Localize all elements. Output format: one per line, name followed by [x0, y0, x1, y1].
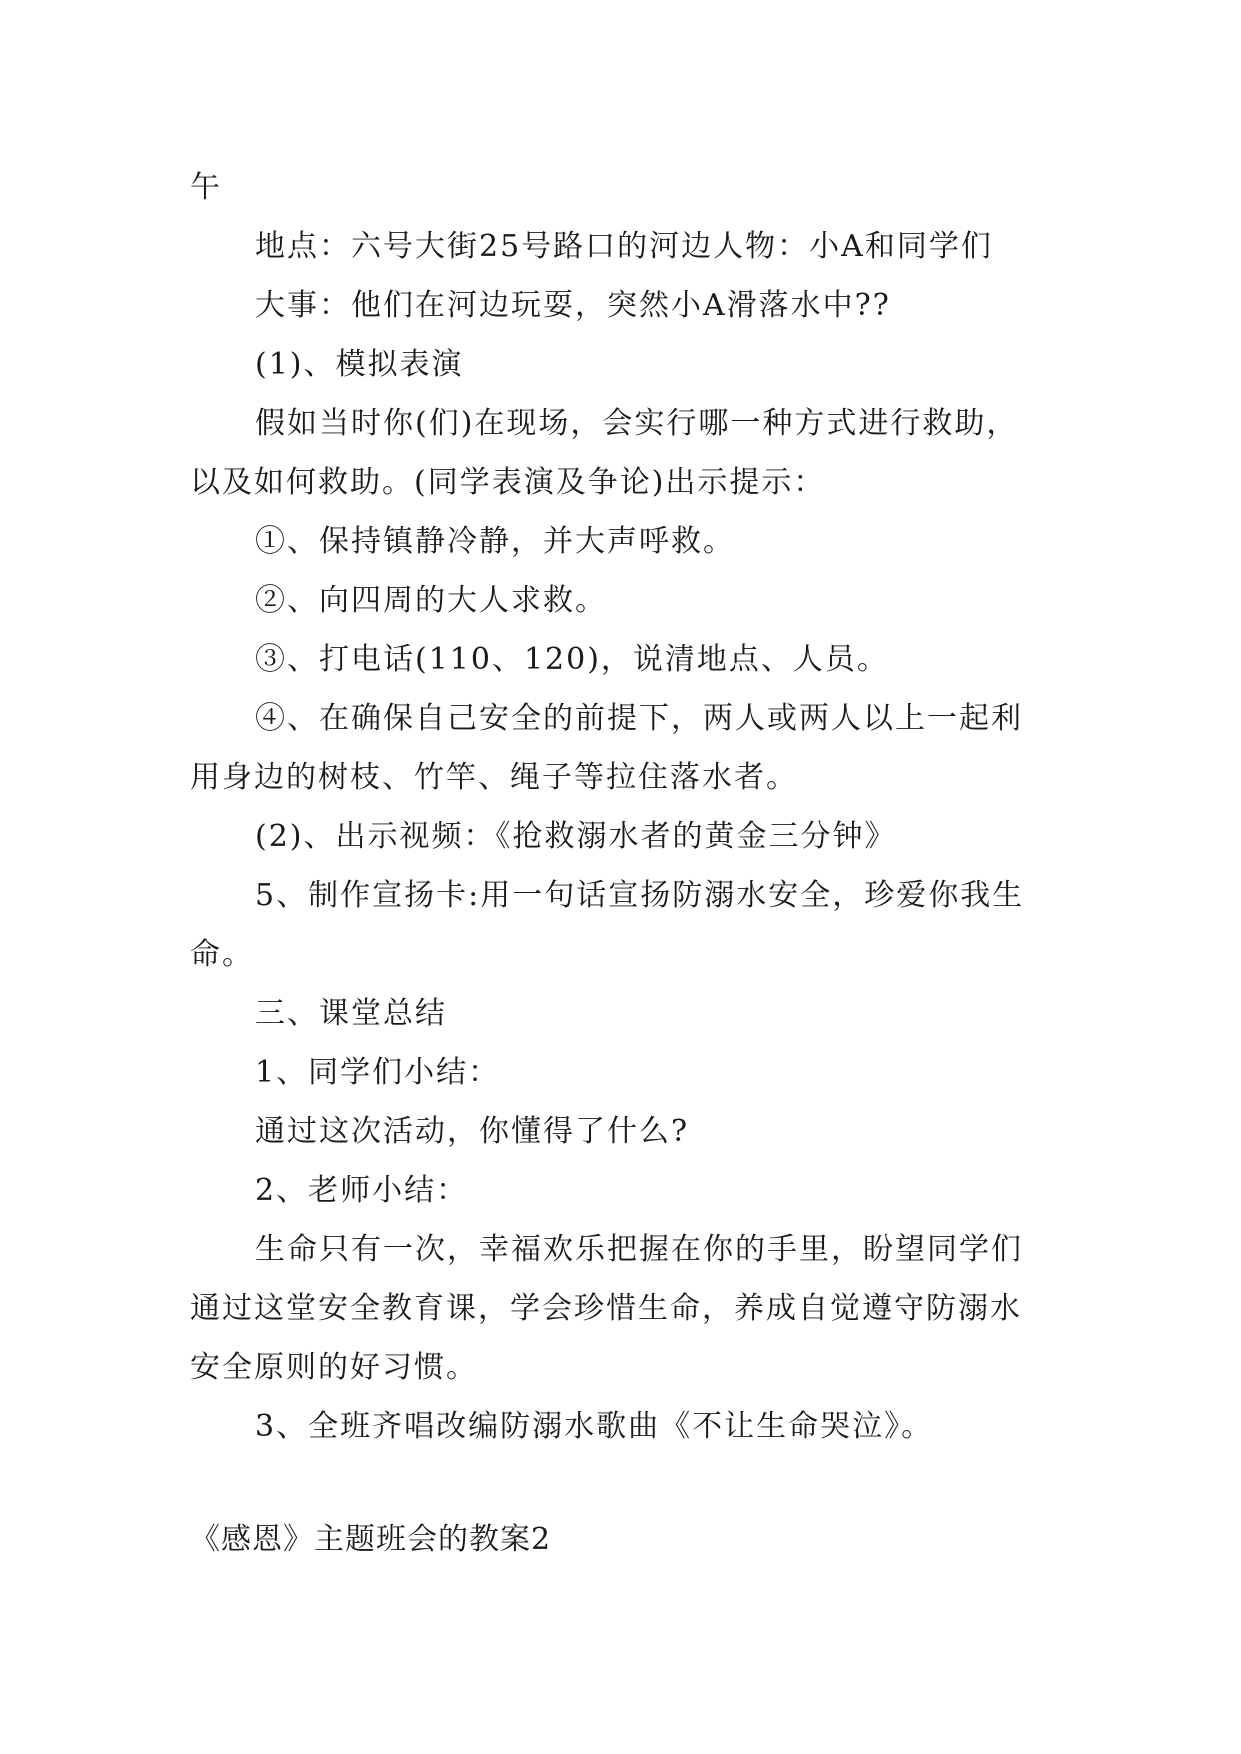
text-line: 假如当时你(们)在现场，会实行哪一种方式进行救助，	[255, 406, 1019, 441]
section-heading: 三、课堂总结	[255, 996, 447, 1031]
text-line: 生命只有一次，幸福欢乐把握在你的手里，盼望同学们	[255, 1232, 1023, 1267]
text-line: ②、向四周的大人求救。	[255, 583, 607, 618]
text-line: 3、全班齐唱改编防溺水歌曲《不让生命哭泣》。	[255, 1409, 934, 1444]
text-line: (1)、模拟表演	[255, 347, 464, 382]
text-line: 以及如何救助。(同学表演及争论)出示提示：	[190, 465, 826, 500]
text-line: ③、打电话(110、120)，说清地点、人员。	[255, 642, 889, 677]
next-section-title: 《感恩》主题班会的教案2	[190, 1522, 552, 1557]
text-line: 安全原则的好习惯。	[190, 1350, 478, 1385]
text-line: 5、制作宣扬卡:用一句话宣扬防溺水安全，珍爱你我生	[255, 878, 1025, 913]
text-line: 地点：六号大街25号路口的河边人物：小A和同学们	[255, 229, 993, 264]
text-line: ①、保持镇静冷静，并大声呼救。	[255, 524, 735, 559]
text-line: 命。	[190, 937, 254, 972]
text-line: 通过这次活动，你懂得了什么?	[255, 1114, 690, 1149]
text-line: ④、在确保自己安全的前提下，两人或两人以上一起利	[255, 701, 1023, 736]
text-line: (2)、出示视频：《抢救溺水者的黄金三分钟》	[255, 819, 897, 854]
text-line: 大事：他们在河边玩耍，突然小A滑落水中??	[255, 288, 891, 323]
text-line: 通过这堂安全教育课，学会珍惜生命，养成自觉遵守防溺水	[190, 1291, 1022, 1326]
text-line: 2、老师小结：	[255, 1173, 469, 1208]
text-line: 用身边的树枝、竹竿、绳子等拉住落水者。	[190, 760, 798, 795]
text-line: 午	[190, 170, 222, 205]
text-line: 1、同学们小结：	[255, 1055, 501, 1090]
